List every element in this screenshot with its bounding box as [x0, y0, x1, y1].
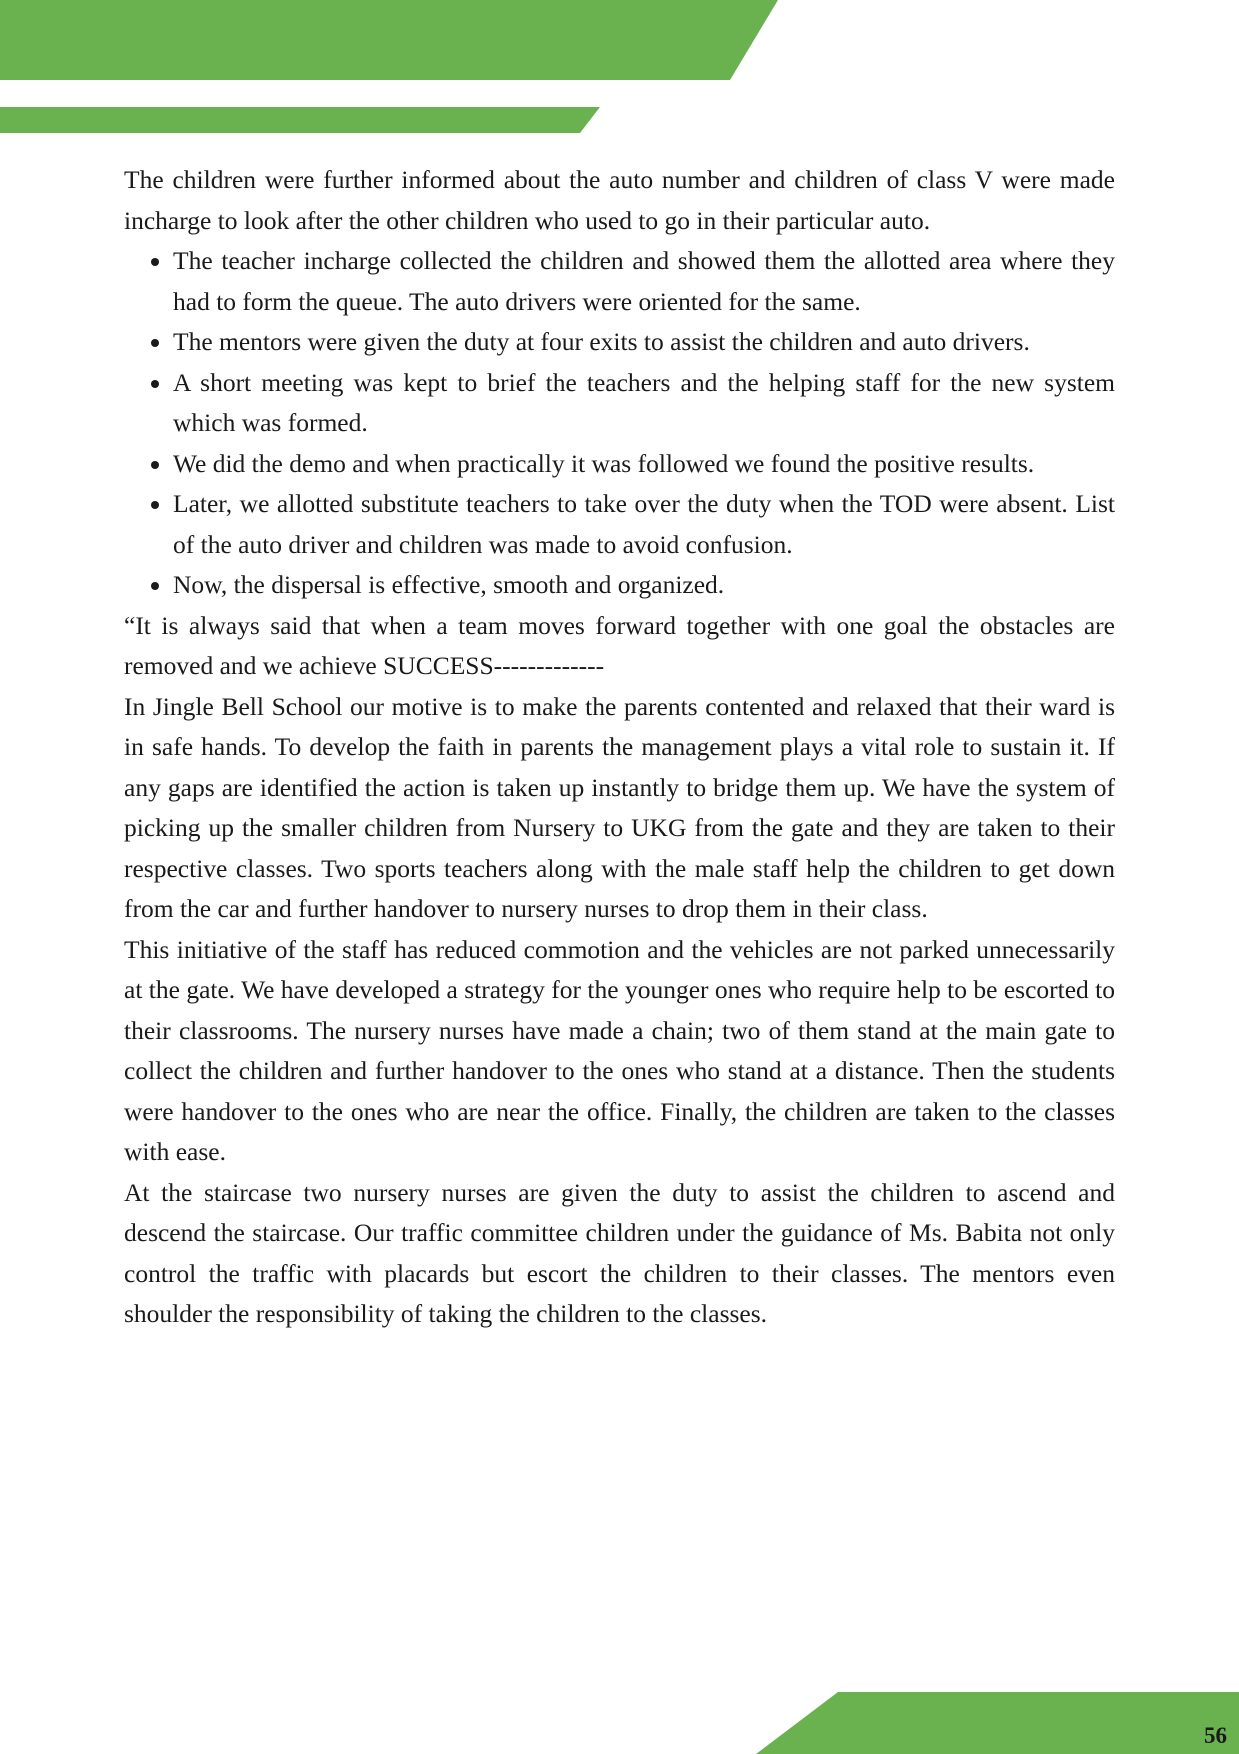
footer-decoration [0, 1680, 1239, 1754]
header-decoration [0, 0, 1239, 140]
list-item: • A short meeting was kept to brief the teachers and the helping staff for the new system which was formed. [173, 363, 1115, 444]
document-body [124, 160, 1115, 1335]
list-item: • Now, the dispersal is effective, smooth and organized. [173, 565, 1115, 606]
body-paragraph: This initiative of the staff has reduced commotion and the vehicles are not parked unnecessarily at the gate. We have developed a strategy for the younger ones who require help to be escorted to their classrooms. The nursery nurses have made a chain; two of them stand at the main gate to collect the children and further handover to the ones who stand at a distance. Then the students were handover to the ones who are near the office. Finally, the children are taken to the classes with ease. [124, 934, 1115, 1166]
page-number: 56 [1204, 1723, 1227, 1748]
quote-paragraph: “It is always said that when a team moves forward together with one goal the obstacles are removed and we achieve SUCCESS------------- [124, 610, 1115, 680]
list-item: • We did the demo and when practically it was followed we found the positive results. [173, 444, 1115, 485]
list-item: • The mentors were given the duty at four exits to assist the children and auto drivers. [173, 322, 1115, 363]
list-item: • The teacher incharge collected the children and showed them the allotted area where they had to form the queue. The auto drivers were oriented for the same. [173, 241, 1115, 322]
body-paragraph: In Jingle Bell School our motive is to make the parents contented and relaxed that their ward is in safe hands. To develop the faith in parents the management plays a vital role to sustain it. If any gaps are identified the action is taken up instantly to bridge them up. We have the system of picking up the smaller children from Nursery to UKG from the gate and they are taken to their respective classes. Two sports teachers along with the male staff help the children to get down from the car and further handover to nursery nurses to drop them in their class. [124, 691, 1115, 923]
footer-band [756, 1692, 1239, 1754]
procedure-list [124, 241, 1115, 606]
header-band-bottom [0, 107, 600, 133]
header-band-top [0, 0, 778, 80]
intro-paragraph: The children were further informed about the auto number and children of class V were made incharge to look after the other children who used to go in their particular auto. [124, 165, 1115, 235]
body-paragraph: At the staircase two nursery nurses are given the duty to assist the children to ascend and descend the staircase. Our traffic committee children under the guidance of Ms. Babita not only control the traffic with placards but escort the children to their classes. The mentors even shoulder the responsibility of taking the children to the classes. [124, 1177, 1115, 1328]
list-item: • Later, we allotted substitute teachers to take over the duty when the TOD were absent. List of the auto driver and children was made to avoid confusion. [173, 484, 1115, 565]
